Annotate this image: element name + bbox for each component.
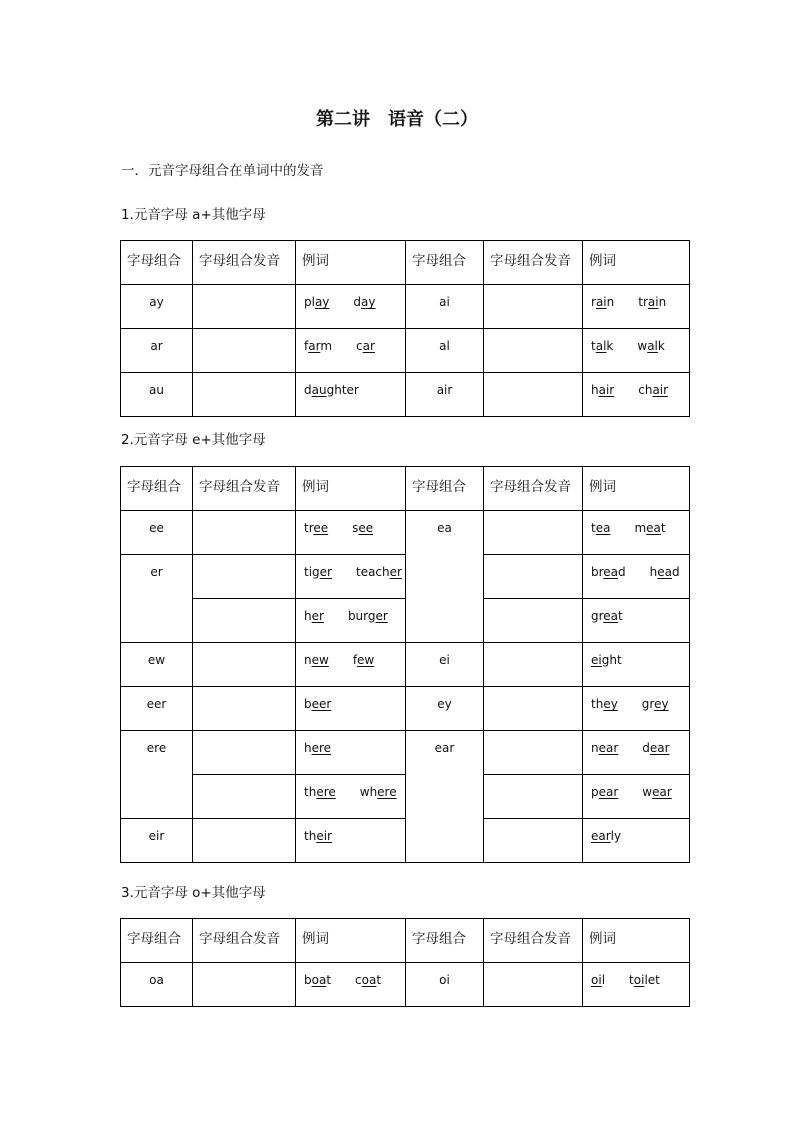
example-word: grey (641, 697, 669, 711)
table-row (121, 731, 690, 775)
pronunciation-blank[interactable] (193, 687, 296, 731)
example-words (583, 555, 690, 599)
example-word: hair (591, 383, 615, 397)
example-word: oil (591, 973, 606, 987)
pronunciation-blank[interactable] (484, 373, 583, 417)
combo-cell: eir (121, 819, 193, 863)
example-word: day (353, 295, 376, 309)
example-word: farm (304, 339, 333, 353)
underlined-letters: er (389, 565, 402, 579)
pronunciation-blank[interactable] (484, 555, 583, 599)
underlined-letters: ere (377, 785, 397, 799)
example-words (296, 643, 406, 687)
underlined-letters: ey (603, 697, 618, 711)
section-heading: 一．元音字母组合在单词中的发音 (121, 163, 324, 179)
table-row (121, 687, 690, 731)
underlined-letters: au (311, 383, 327, 397)
underlined-letters: ea (646, 521, 661, 535)
pronunciation-blank[interactable] (484, 687, 583, 731)
combo-cell: ay (121, 285, 193, 329)
underlined-letters: eir (316, 829, 332, 843)
pronunciation-blank[interactable] (484, 643, 583, 687)
pronunciation-blank[interactable] (193, 775, 296, 819)
pronunciation-blank[interactable] (193, 555, 296, 599)
example-words (296, 963, 406, 1007)
combo-cell: oa (121, 963, 193, 1007)
underlined-letters: oa (311, 973, 327, 987)
combo-cell: ai (406, 285, 484, 329)
example-words (583, 373, 690, 417)
underlined-letters: ea (603, 565, 619, 579)
combo-cell: al (406, 329, 484, 373)
table-row (121, 819, 690, 863)
lecture-topic: 语音（二） (388, 109, 478, 130)
example-word: early (591, 829, 622, 843)
header-cell: 字母组合发音 (484, 919, 583, 963)
table-row (121, 285, 690, 329)
example-word: few (352, 653, 375, 667)
table-o-combos (120, 918, 690, 1007)
combo-cell: eer (121, 687, 193, 731)
example-word: see (352, 521, 374, 535)
combo-cell: air (406, 373, 484, 417)
pronunciation-blank[interactable] (193, 511, 296, 555)
table-a-combos (120, 240, 690, 417)
header-cell: 字母组合发音 (484, 467, 583, 511)
header-cell: 例词 (296, 241, 406, 285)
combo-cell: ei (406, 643, 484, 687)
combo-cell: ee (121, 511, 193, 555)
underlined-letters: er (375, 609, 388, 623)
header-cell: 字母组合发音 (193, 467, 296, 511)
underlined-letters: ew (357, 653, 375, 667)
table-row (121, 511, 690, 555)
combo-cell: ere (121, 731, 193, 819)
pronunciation-blank[interactable] (193, 373, 296, 417)
pronunciation-blank[interactable] (193, 963, 296, 1007)
example-words (296, 819, 406, 863)
example-word: new (304, 653, 329, 667)
underlined-letters: ar (308, 339, 321, 353)
example-word: they (591, 697, 618, 711)
pronunciation-blank[interactable] (484, 731, 583, 775)
header-cell: 字母组合 (121, 467, 193, 511)
example-word: boat (304, 973, 332, 987)
example-words (583, 731, 690, 775)
underlined-letters: al (647, 339, 658, 353)
example-words (296, 285, 406, 329)
example-words (583, 819, 690, 863)
underlined-letters: ai (647, 295, 659, 309)
example-word: chair (638, 383, 669, 397)
example-word: tea (591, 521, 611, 535)
pronunciation-blank[interactable] (193, 329, 296, 373)
example-words (583, 599, 690, 643)
page-title (0, 105, 794, 131)
header-cell: 字母组合 (406, 467, 484, 511)
pronunciation-blank[interactable] (193, 819, 296, 863)
table-row (121, 329, 690, 373)
underlined-letters: oa (361, 973, 377, 987)
example-word: burger (347, 609, 388, 623)
lecture-number: 第二讲 (316, 109, 370, 130)
example-word: coat (355, 973, 382, 987)
underlined-letters: ew (311, 653, 329, 667)
header-cell: 例词 (296, 919, 406, 963)
combo-cell: au (121, 373, 193, 417)
underlined-letters: ear (598, 741, 619, 755)
example-word: her (304, 609, 324, 623)
example-word: wear (642, 785, 672, 799)
pronunciation-blank[interactable] (193, 285, 296, 329)
underlined-letters: ay (314, 295, 330, 309)
underlined-letters: ai (595, 295, 607, 309)
header-cell: 字母组合 (406, 919, 484, 963)
table3-heading: 3.元音字母 o+其他字母 (121, 885, 266, 901)
underlined-letters: ee (313, 521, 329, 535)
header-cell: 字母组合 (121, 919, 193, 963)
example-word: beer (304, 697, 332, 711)
pronunciation-blank[interactable] (193, 643, 296, 687)
combo-cell: oi (406, 963, 484, 1007)
pronunciation-blank[interactable] (484, 775, 583, 819)
table-row (121, 373, 690, 417)
example-words (583, 687, 690, 731)
example-word: here (304, 741, 332, 755)
example-words (296, 373, 406, 417)
combo-cell: ar (121, 329, 193, 373)
underlined-letters: ere (316, 785, 336, 799)
underlined-letters: er (319, 565, 332, 579)
example-word: pear (591, 785, 619, 799)
underlined-letters: ey (654, 697, 669, 711)
example-word: meat (634, 521, 666, 535)
table1-heading: 1.元音字母 a+其他字母 (121, 207, 266, 223)
header-cell: 例词 (583, 241, 690, 285)
example-word: great (591, 609, 623, 623)
example-word: talk (591, 339, 614, 353)
combo-cell: ear (406, 731, 484, 863)
combo-cell: ea (406, 511, 484, 643)
pronunciation-blank[interactable] (484, 599, 583, 643)
example-word: rain (591, 295, 615, 309)
example-words (296, 599, 406, 643)
example-word: where (359, 785, 397, 799)
table-row (121, 555, 690, 599)
pronunciation-blank[interactable] (193, 731, 296, 775)
underlined-letters: air (598, 383, 615, 397)
example-words (296, 555, 406, 599)
combo-cell: er (121, 555, 193, 643)
example-word: toilet (629, 973, 660, 987)
underlined-letters: ar (362, 339, 375, 353)
example-word: eight (591, 653, 622, 667)
pronunciation-blank[interactable] (484, 819, 583, 863)
table-row (121, 963, 690, 1007)
table2-heading: 2.元音字母 e+其他字母 (121, 432, 266, 448)
example-word: play (304, 295, 330, 309)
example-words (296, 731, 406, 775)
underlined-letters: eer (311, 697, 332, 711)
pronunciation-blank[interactable] (484, 285, 583, 329)
table-row (121, 599, 690, 643)
table-e-combos (120, 466, 690, 863)
table-header-row (121, 241, 690, 285)
example-words (296, 687, 406, 731)
example-word: their (304, 829, 332, 843)
table-header-row (121, 919, 690, 963)
example-words (296, 329, 406, 373)
table-row (121, 643, 690, 687)
underlined-letters: ee (358, 521, 374, 535)
example-word: train (638, 295, 667, 309)
underlined-letters: er (311, 609, 324, 623)
example-word: walk (637, 339, 665, 353)
table-header-row (121, 467, 690, 511)
combo-cell: ey (406, 687, 484, 731)
underlined-letters: ear (591, 829, 611, 843)
example-word: daughter (304, 383, 359, 397)
pronunciation-blank[interactable] (484, 963, 583, 1007)
example-words (296, 775, 406, 819)
table-row (121, 775, 690, 819)
underlined-letters: al (595, 339, 607, 353)
example-words (583, 775, 690, 819)
underlined-letters: ea (657, 565, 673, 579)
underlined-letters: ea (595, 521, 611, 535)
underlined-letters: oi (591, 973, 602, 987)
example-word: head (649, 565, 680, 579)
example-word: there (304, 785, 336, 799)
pronunciation-blank[interactable] (193, 599, 296, 643)
underlined-letters: air (652, 383, 669, 397)
example-words (583, 329, 690, 373)
header-cell: 例词 (296, 467, 406, 511)
header-cell: 例词 (583, 467, 690, 511)
example-word: teacher (355, 565, 402, 579)
pronunciation-blank[interactable] (484, 329, 583, 373)
example-words (583, 285, 690, 329)
example-words (296, 511, 406, 555)
header-cell: 字母组合 (121, 241, 193, 285)
underlined-letters: ear (652, 785, 672, 799)
header-cell: 字母组合发音 (484, 241, 583, 285)
example-words (583, 643, 690, 687)
combo-cell: ew (121, 643, 193, 687)
underlined-letters: ay (361, 295, 376, 309)
header-cell: 字母组合发音 (193, 919, 296, 963)
example-words (583, 511, 690, 555)
header-cell: 例词 (583, 919, 690, 963)
underlined-letters: ei (591, 653, 602, 667)
example-word: tiger (304, 565, 332, 579)
underlined-letters: oi (633, 973, 645, 987)
example-word: tree (304, 521, 329, 535)
underlined-letters: ere (311, 741, 332, 755)
pronunciation-blank[interactable] (484, 511, 583, 555)
example-word: car (356, 339, 375, 353)
underlined-letters: ear (649, 741, 670, 755)
header-cell: 字母组合发音 (193, 241, 296, 285)
example-word: bread (591, 565, 626, 579)
header-cell: 字母组合 (406, 241, 484, 285)
example-words (583, 963, 690, 1007)
underlined-letters: ea (603, 609, 619, 623)
underlined-letters: ear (598, 785, 619, 799)
example-word: near (591, 741, 619, 755)
example-word: dear (642, 741, 670, 755)
